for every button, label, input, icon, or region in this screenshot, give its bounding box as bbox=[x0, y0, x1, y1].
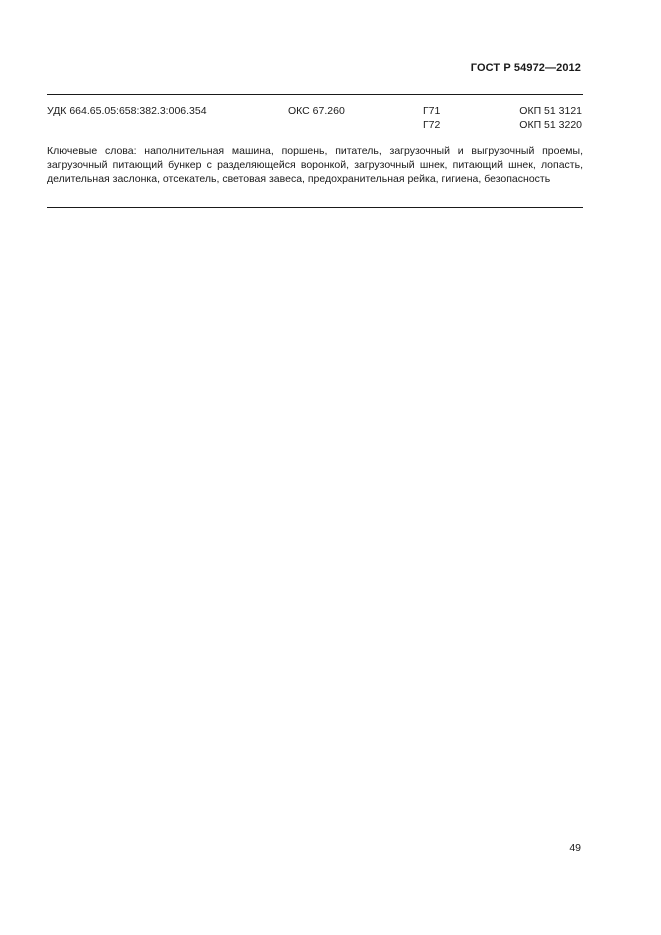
bottom-divider bbox=[47, 207, 583, 208]
g-code: Г71 bbox=[423, 105, 441, 117]
g-codes bbox=[423, 104, 440, 132]
okp-code: ОКП 51 3121 bbox=[519, 105, 582, 117]
keywords-paragraph: Ключевые слова: наполнительная машина, поршень, питатель, загрузочный и выгрузочный проемы, загрузочный питающий бункер с разделяющейся воронкой, загрузочный шнек, питающий шнек, лопасть, делительная заслонка, отсекатель, световая завеса, предохранительная рейка, гигиена, безопасность bbox=[47, 145, 583, 185]
udk-code: УДК 664.65.05:658:382.3:006.354 bbox=[47, 105, 207, 117]
page-number: 49 bbox=[569, 842, 581, 854]
okp-code: ОКП 51 3220 bbox=[519, 119, 582, 131]
oks-code: ОКС 67.260 bbox=[288, 105, 345, 117]
top-divider bbox=[47, 94, 583, 95]
okp-codes bbox=[519, 104, 582, 132]
g-code: Г72 bbox=[423, 119, 441, 131]
standard-code: ГОСТ Р 54972—2012 bbox=[470, 62, 581, 74]
